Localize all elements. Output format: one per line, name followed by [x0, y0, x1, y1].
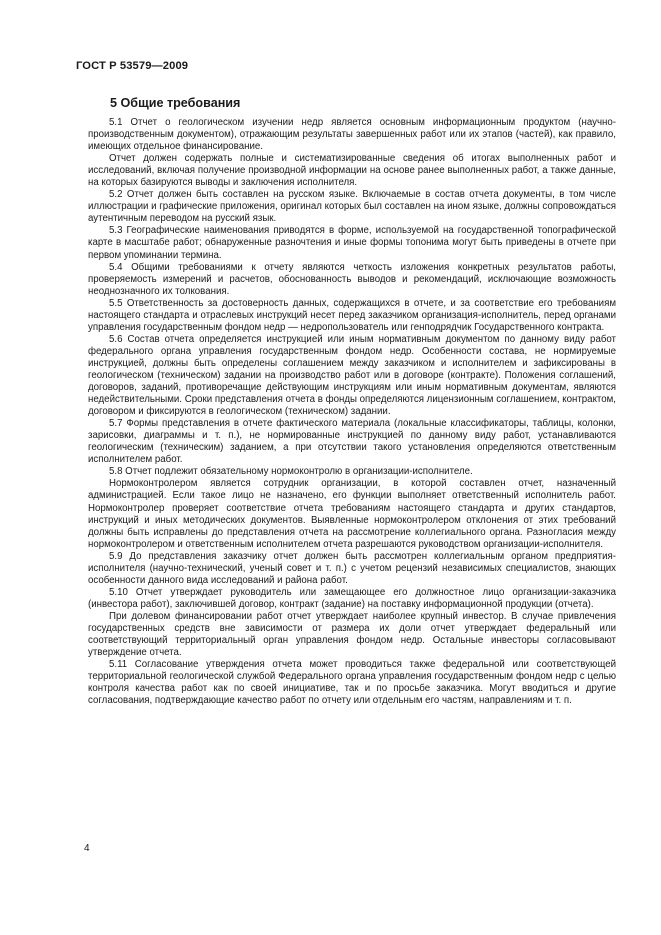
paragraph-5-2: 5.2 Отчет должен быть составлен на русском языке. Включаемые в состав отчета документы, в том числе иллюстрации и графические приложения, оригинал которых был составлен на ином языке, должны сопровождаться аутентичным переводом на русский язык.: [88, 189, 616, 225]
paragraph-5-8: 5.8 Отчет подлежит обязательному нормоконтролю в организации-исполнителе.: [109, 466, 473, 478]
paragraph-5-5: 5.5 Ответственность за достоверность данных, содержащихся в отчете, и за соответствие его требованиям настоящего стандарта и отраслевых инструкций несет перед заказчиком организация-исполнитель, перед органами управления государственным фондом недр — недропользователь или генподрядчик Государственного контракта.: [88, 297, 616, 333]
document-header: ГОСТ Р 53579—2009: [76, 60, 189, 72]
paragraph-5-10-cont: При долевом финансировании работ отчет утверждает наиболее крупный инвестор. В случае привлечения государственных средств вне зависимости от размера их доли отчет утверждает федеральный или соответствующий территориальный орган управления фондом недр. Остальные инвесторы согласовывают утверждение отчета.: [88, 610, 616, 659]
paragraph-5-8-cont: Нормоконтролером является сотрудник организации, в которой составлен отчет, назначенный администрацией. Если такое лицо не назначено, его функции выполняет ответственный исполнитель работ. Нормоконтролер проверяет соответствие отчета требованиям настоящего стандарта и других стандартов, инструкций и иных методических документов. Выявленные нормоконтролером отклонения от этих требований должны быть исправлены до представления отчета на рассмотрение коллегиального органа. Разногласия между нормоконтролером и ответственным исполнителем отчета разрешаются руководством организации-исполнителя.: [88, 478, 616, 550]
paragraph-5-3: 5.3 Географические наименования приводятся в форме, используемой на государственной топографической карте в масштабе работ; обнаруженные разночтения и иные формы топонима могут быть приведены в отчете при первом упоминании термина.: [88, 225, 616, 261]
section-title: 5 Общие требования: [110, 96, 241, 110]
paragraph-5-6: 5.6 Состав отчета определяется инструкцией или иным нормативным документом по данному виду работ федерального органа управления государственным фондом недр. Особенности состава, не нормируемые инструкцией, должны быть определены соглашением между заказчиком и исполнителем и зафиксированы в геологическом (техническом) задании на производство работ или в договоре (контракте). Положения соглашений, договоров, заданий, противоречащие действующим инструкциям или иным нормативным документам, являются недействительными. Сроки представления отчета в фонды определяются лицензионным соглашением, контрактом, договором и фиксируются в геологическом (техническом) задании.: [88, 333, 616, 418]
page-number: 4: [84, 843, 90, 854]
paragraph-5-1: 5.1 Отчет о геологическом изучении недр является основным информационным продуктом (научно-производственным документом), отражающим результаты завершенных работ или их этапов (частей), как правило, имеющих отдельное финансирование.: [88, 117, 616, 153]
paragraph-5-9: 5.9 До представления заказчику отчет должен быть рассмотрен коллегиальным органом предприятия-исполнителя (научно-технический, ученый совет и т. п.) с учетом рецензий независимых специалистов, знающих особенности данного вида исследований и района работ.: [88, 550, 616, 586]
paragraph-5-7: 5.7 Формы представления в отчете фактического материала (локальные классификаторы, таблицы, колонки, зарисовки, диаграммы и т. п.), не нормированные инструкцией по данному виду работ, устанавливаются геологическим (техническим) заданием, а при отсутствии такого установления определяются ответственным исполнителем работ.: [88, 418, 616, 466]
paragraph-5-11: 5.11 Согласование утверждения отчета может проводиться также федеральной или соответствующей территориальной геологической службой Федерального органа управления государственным фондом недр с целью контроля качества работ как по своей инициативе, так и по просьбе заказчика. Могут вводиться и другие согласования, подтверждающие качество работ по отчету или отдельным его частям, направлениям и т. п.: [88, 659, 616, 707]
paragraph-5-10: 5.10 Отчет утверждает руководитель или замещающее его должностное лицо организации-заказчика (инвестора работ), заключившей договор, контракт (задание) на поставку информационной продукции (отчета).: [88, 586, 616, 610]
paragraph-5-1-cont: Отчет должен содержать полные и систематизированные сведения об итогах выполненных работ и исследований, включая получение производной информации на основе ранее выполненных работ, а также данные, на которых базируются выводы и заключения исполнителя.: [88, 153, 616, 189]
section-body: [88, 117, 616, 707]
paragraph-5-4: 5.4 Общими требованиями к отчету являются четкость изложения конкретных результатов работы, проверяемость измерений и расчетов, обоснованность выводов и рекомендаций, исключающие возможность неоднозначного их толкования.: [88, 261, 616, 297]
